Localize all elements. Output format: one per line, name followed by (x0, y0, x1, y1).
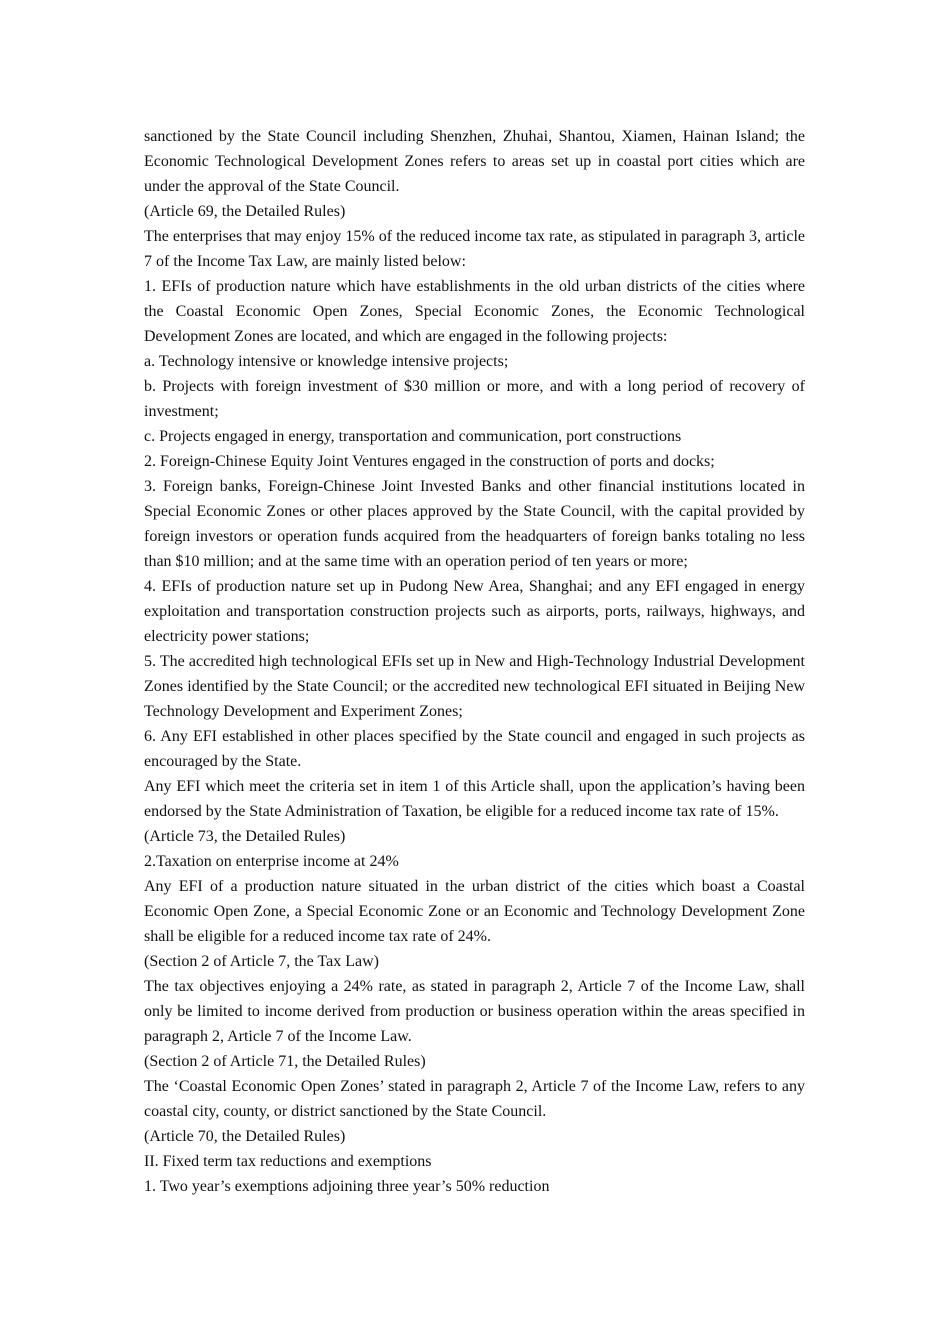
paragraph-24-percent: Any EFI of a production nature situated in the urban district of the cities which boast a Coastal Economic Open Zone, a Special Economic Zone or an Economic and Technology Development Zone shall be eligible for a reduced income tax rate of 24%. (144, 878, 805, 945)
paragraph-tax-objectives: The tax objectives enjoying a 24% rate, as stated in paragraph 2, Article 7 of the Income Law, shall only be limited to income derived from production or business operation within the areas specified in paragraph 2, Article 7 of the Income Law. (144, 978, 805, 1045)
subsection-heading-exemptions: 1. Two year’s exemptions adjoining three year’s 50% reduction (144, 1178, 550, 1195)
citation-article-69: (Article 69, the Detailed Rules) (144, 203, 346, 220)
paragraph-reduced-rate-intro: The enterprises that may enjoy 15% of the reduced income tax rate, as stipulated in paragraph 3, article 7 of the Income Tax Law, are mainly listed below: (144, 228, 805, 270)
citation-section-2-article-71: (Section 2 of Article 71, the Detailed Rules) (144, 1053, 426, 1070)
citation-section-2-article-7: (Section 2 of Article 7, the Tax Law) (144, 953, 379, 970)
list-item-3: 3. Foreign banks, Foreign-Chinese Joint Invested Banks and other financial institutions located in Special Economic Zones or other places approved by the State Council, with the capital provided by foreign investors or operation funds acquired from the headquarters of foreign banks totaling no less than $10 million; and at the same time with an operation period of ten years or more; (144, 478, 805, 570)
list-item-5: 5. The accredited high technological EFIs set up in New and High-Technology Industrial Development Zones identified by the State Council; or the accredited new technological EFI situated in Beijing New Technology Development and Experiment Zones; (144, 653, 805, 720)
list-subitem-a: a. Technology intensive or knowledge intensive projects; (144, 353, 509, 370)
citation-article-70: (Article 70, the Detailed Rules) (144, 1128, 346, 1145)
list-subitem-b: b. Projects with foreign investment of $30 million or more, and with a long period of recovery of investment; (144, 378, 805, 420)
list-item-1: 1. EFIs of production nature which have establishments in the old urban districts of the cities where the Coastal Economic Open Zones, Special Economic Zones, the Economic Technological Development Zones are located, and which are engaged in the following projects: (144, 278, 805, 345)
citation-article-73: (Article 73, the Detailed Rules) (144, 828, 346, 845)
section-heading-fixed-term: II. Fixed term tax reductions and exemptions (144, 1153, 432, 1170)
paragraph-eligibility: Any EFI which meet the criteria set in item 1 of this Article shall, upon the application’s having been endorsed by the State Administration of Taxation, be eligible for a reduced income tax rate of 15%. (144, 778, 805, 820)
document-body (144, 124, 805, 1199)
list-item-6: 6. Any EFI established in other places specified by the State council and engaged in such projects as encouraged by the State. (144, 728, 805, 770)
section-heading-24-percent: 2.Taxation on enterprise income at 24% (144, 853, 399, 870)
list-subitem-c: c. Projects engaged in energy, transportation and communication, port constructions (144, 428, 682, 445)
paragraph-continuation: sanctioned by the State Council including Shenzhen, Zhuhai, Shantou, Xiamen, Hainan Island; the Economic Technological Development Zones refers to areas set up in coastal port cities which are under the approval of the State Council. (144, 128, 805, 195)
list-item-2: 2. Foreign-Chinese Equity Joint Ventures engaged in the construction of ports and docks; (144, 453, 715, 470)
paragraph-coastal-zones: The ‘Coastal Economic Open Zones’ stated in paragraph 2, Article 7 of the Income Law, refers to any coastal city, county, or district sanctioned by the State Council. (144, 1078, 805, 1120)
list-item-4: 4. EFIs of production nature set up in Pudong New Area, Shanghai; and any EFI engaged in energy exploitation and transportation construction projects such as airports, ports, railways, highways, and electricity power stations; (144, 578, 805, 645)
